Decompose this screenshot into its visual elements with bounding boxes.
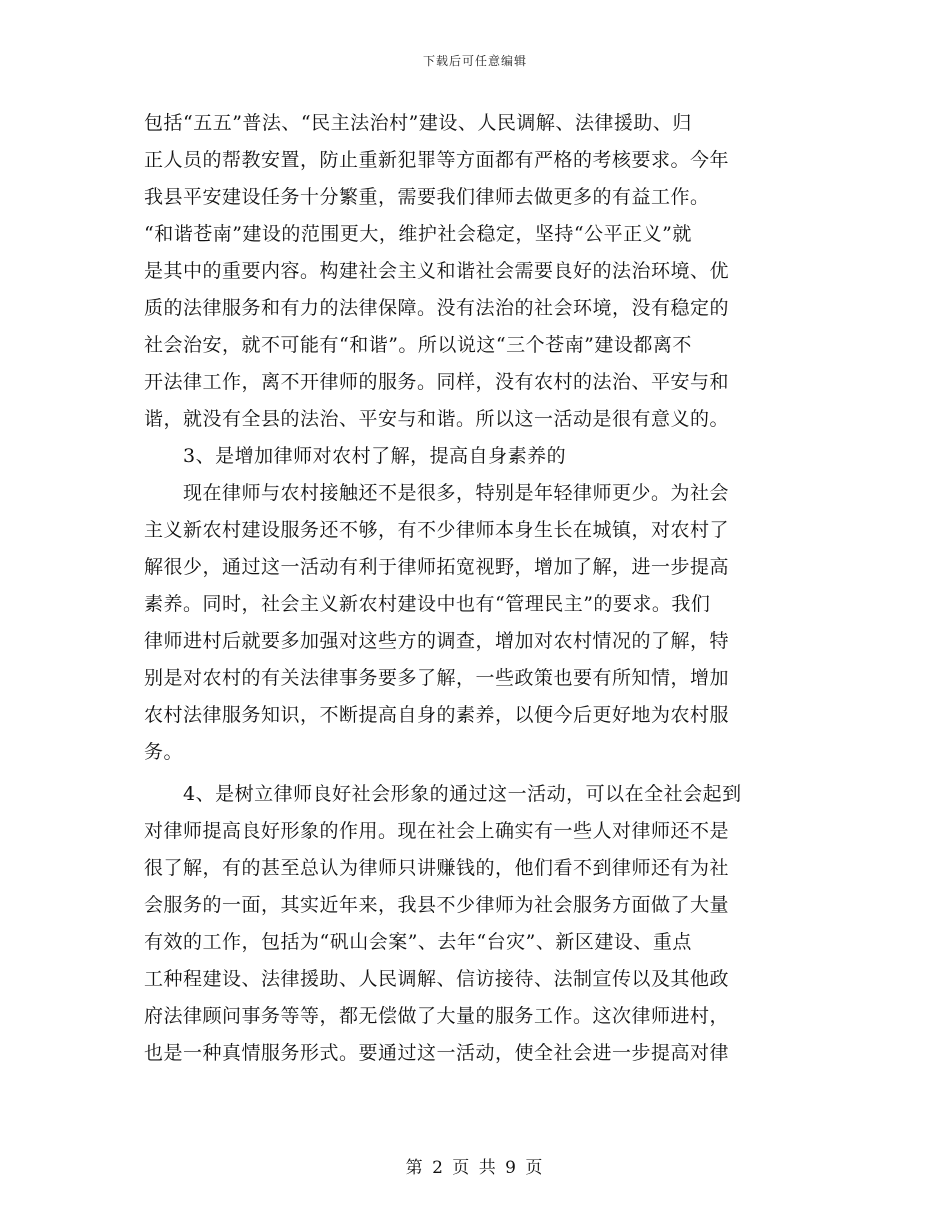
section-heading-4: 4、是树立律师良好社会形象的通过这一活动，可以在全社会起到 [144, 783, 742, 805]
body-line: 也是一种真情服务形式。要通过这一活动，使全社会进一步提高对律 [144, 1042, 730, 1064]
page-number: 第 2 页 共 9 页 [405, 1158, 545, 1178]
body-line: 包括“五五”普法、“民主法治村”建设、人民调解、法律援助、归 [144, 112, 692, 134]
section-heading-3: 3、是增加律师对农村了解，提高自身素养的 [144, 445, 567, 467]
body-line: 正人员的帮教安置，防止重新犯罪等方面都有严格的考核要求。今年 [144, 149, 730, 171]
body-line: 现在律师与农村接触还不是很多，特别是年轻律师更少。为社会 [144, 482, 730, 504]
body-line: 别是对农村的有关法律事务要多了解，一些政策也要有所知情，增加 [144, 667, 730, 689]
document-body [144, 108, 810, 1075]
body-line: 府法律顾问事务等等，都无偿做了大量的服务工作。这次律师进村， [144, 1005, 730, 1027]
page-header: 下载后可任意编辑 [422, 54, 527, 68]
body-line: 农村法律服务知识，不断提高自身的素养，以便今后更好地为农村服 [144, 704, 730, 726]
body-line: 主义新农村建设服务还不够，有不少律师本身生长在城镇，对农村了 [144, 519, 730, 541]
body-line: 谐，就没有全县的法治、平安与和谐。所以这一活动是很有意义的。 [144, 408, 730, 430]
body-line: 开法律工作，离不开律师的服务。同样，没有农村的法治、平安与和 [144, 371, 730, 393]
body-line: 务。 [144, 741, 184, 763]
body-line: 是其中的重要内容。构建社会主义和谐社会需要良好的法治环境、优 [144, 260, 730, 282]
body-line: 我县平安建设任务十分繁重，需要我们律师去做更多的有益工作。 [144, 186, 710, 208]
body-line: 素养。同时，社会主义新农村建设中也有“管理民主”的要求。我们 [144, 593, 711, 615]
body-line: 有效的工作，包括为“矾山会案”、去年“台灾”、新区建设、重点 [144, 931, 692, 953]
body-line: 工种程建设、法律援助、人民调解、信访接待、法制宣传以及其他政 [144, 968, 730, 990]
body-line: “和谐苍南”建设的范围更大，维护社会稳定，坚持“公平正义”就 [144, 223, 692, 245]
body-line: 对律师提高良好形象的作用。现在社会上确实有一些人对律师还不是 [144, 820, 730, 842]
body-line: 会服务的一面，其实近年来，我县不少律师为社会服务方面做了大量 [144, 894, 730, 916]
body-line: 质的法律服务和有力的法律保障。没有法治的社会环境，没有稳定的 [144, 297, 730, 319]
body-line: 解很少，通过这一活动有利于律师拓宽视野，增加了解，进一步提高 [144, 556, 730, 578]
body-line: 很了解，有的甚至总认为律师只讲赚钱的，他们看不到律师还有为社 [144, 857, 730, 879]
body-line: 律师进村后就要多加强对这些方的调查，增加对农村情况的了解，特 [144, 630, 730, 652]
body-line: 社会治安，就不可能有“和谐”。所以说这“三个苍南”建设都离不 [144, 334, 692, 356]
